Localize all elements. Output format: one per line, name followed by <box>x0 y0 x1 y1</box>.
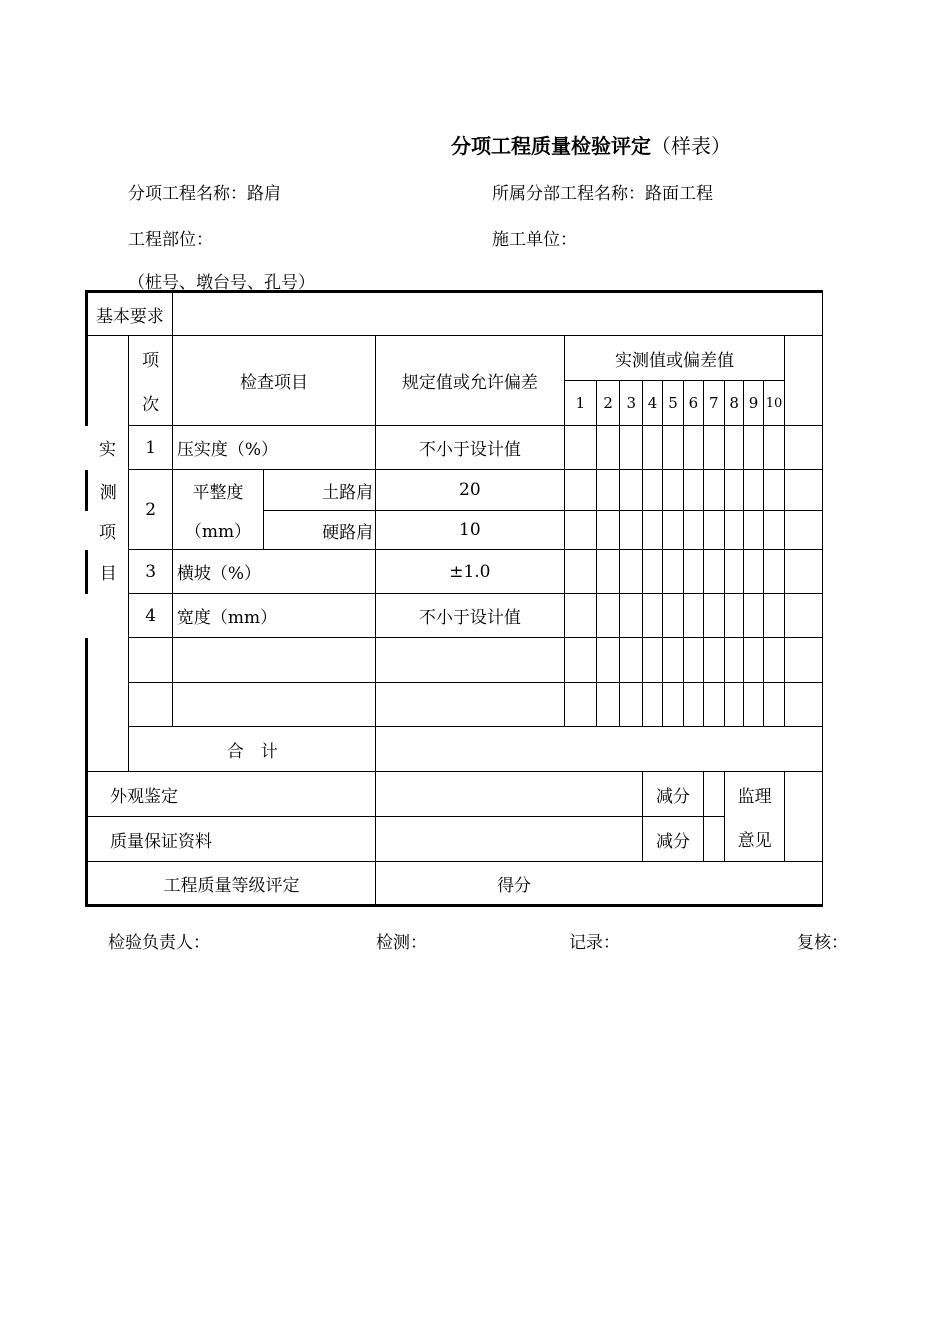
side-lower <box>87 638 129 772</box>
row-5-v6[interactable] <box>684 638 703 683</box>
total-value[interactable] <box>376 727 823 772</box>
row-3-v7[interactable] <box>703 550 724 594</box>
title-suffix: （样表） <box>651 134 731 158</box>
measured-col-9: 9 <box>744 381 763 426</box>
measured-col-5: 5 <box>662 381 683 426</box>
row-2a-v10[interactable] <box>763 470 785 511</box>
row-2-item-b: （mm） <box>172 511 263 550</box>
grade-label: 工程质量等级评定 <box>87 862 376 906</box>
row-2a-v7[interactable] <box>703 470 724 511</box>
row-5-v5[interactable] <box>662 638 683 683</box>
side-label-char-3: 项 <box>87 511 129 550</box>
row-4-v10[interactable] <box>763 594 785 638</box>
row-3-no: 3 <box>129 550 172 594</box>
row-2-spec-1: 20 <box>376 470 564 511</box>
row-3-v2[interactable] <box>597 550 620 594</box>
row-5-v10[interactable] <box>763 638 785 683</box>
deduct-value-2[interactable] <box>703 817 724 862</box>
row-6-v5[interactable] <box>662 683 683 727</box>
row-3-extra[interactable] <box>785 550 823 594</box>
row-6-v6[interactable] <box>684 683 703 727</box>
row-5-v1[interactable] <box>564 638 597 683</box>
title-main: 分项工程质量检验评定 <box>451 134 651 158</box>
row-2b-v7[interactable] <box>703 511 724 550</box>
footer-recorder: 记录： <box>569 933 620 953</box>
row-6-v1[interactable] <box>564 683 597 727</box>
row-1-v6[interactable] <box>684 426 703 470</box>
measured-col-10: 10 <box>763 381 785 426</box>
row-2-no: 2 <box>129 470 172 550</box>
row-1-v9[interactable] <box>744 426 763 470</box>
row-4-extra[interactable] <box>785 594 823 638</box>
row-4-v5[interactable] <box>662 594 683 638</box>
row-2b-v4[interactable] <box>643 511 662 550</box>
row-1-extra[interactable] <box>785 426 823 470</box>
row-2b-extra[interactable] <box>785 511 823 550</box>
row-5-v2[interactable] <box>597 638 620 683</box>
row-2b-v3[interactable] <box>620 511 643 550</box>
footer-reviewer: 复核： <box>797 933 848 953</box>
row-6-spec[interactable] <box>376 683 564 727</box>
row-2a-v1[interactable] <box>564 470 597 511</box>
row-2a-v8[interactable] <box>724 470 743 511</box>
row-3-v8[interactable] <box>724 550 743 594</box>
quality-docs-label: 质量保证资料 <box>87 817 376 862</box>
measured-col-6: 6 <box>684 381 703 426</box>
row-1-v1[interactable] <box>564 426 597 470</box>
row-4-v1[interactable] <box>564 594 597 638</box>
score-label: 得分 <box>376 862 823 906</box>
row-2b-v9[interactable] <box>744 511 763 550</box>
check-item-header: 检查项目 <box>172 336 375 426</box>
row-3-v1[interactable] <box>564 550 597 594</box>
row-1-v2[interactable] <box>597 426 620 470</box>
row-3-item: 横坡（%） <box>172 550 375 594</box>
row-2a-v9[interactable] <box>744 470 763 511</box>
subitem-name: 分项工程名称：路肩 <box>128 184 281 204</box>
row-1-item: 压实度（%） <box>172 426 375 470</box>
row-6-v10[interactable] <box>763 683 785 727</box>
row-5-extra[interactable] <box>785 638 823 683</box>
row-1-v5[interactable] <box>662 426 683 470</box>
row-2-item-a: 平整度 <box>172 470 263 511</box>
side-label-char-1: 实 <box>87 426 129 470</box>
deduct-label-2: 减分 <box>643 817 703 862</box>
inspection-table <box>85 290 823 907</box>
side-label-char-4: 目 <box>87 550 129 594</box>
row-2a-v3[interactable] <box>620 470 643 511</box>
row-5-v9[interactable] <box>744 638 763 683</box>
row-1-spec: 不小于设计值 <box>376 426 564 470</box>
measured-col-2: 2 <box>597 381 620 426</box>
basic-requirements-value[interactable] <box>172 292 822 336</box>
row-4-v8[interactable] <box>724 594 743 638</box>
row-4-item: 宽度（mm） <box>172 594 375 638</box>
division-name: 所属分部工程名称：路面工程 <box>492 184 713 204</box>
row-3-v9[interactable] <box>744 550 763 594</box>
row-2-sub-2: 硬路肩 <box>264 511 376 550</box>
row-6-v3[interactable] <box>620 683 643 727</box>
row-1-v7[interactable] <box>703 426 724 470</box>
row-6-item[interactable] <box>172 683 375 727</box>
side-label-char-2: 测 <box>87 470 129 511</box>
row-4-v6[interactable] <box>684 594 703 638</box>
side-label-top <box>87 336 129 426</box>
row-2b-v6[interactable] <box>684 511 703 550</box>
footer-tester: 检测： <box>376 933 427 953</box>
row-6-v8[interactable] <box>724 683 743 727</box>
row-2a-extra[interactable] <box>785 470 823 511</box>
row-5-no[interactable] <box>129 638 172 683</box>
total-label: 合 计 <box>129 727 376 772</box>
row-3-v6[interactable] <box>684 550 703 594</box>
row-5-v7[interactable] <box>703 638 724 683</box>
row-2-spec-2: 10 <box>376 511 564 550</box>
row-1-v4[interactable] <box>643 426 662 470</box>
item-no-header-top: 项 <box>129 336 172 381</box>
quality-docs-value[interactable] <box>376 817 643 862</box>
header-extra <box>785 336 823 381</box>
row-3-spec: ±1.0 <box>376 550 564 594</box>
row-2b-v2[interactable] <box>597 511 620 550</box>
measured-col-4: 4 <box>643 381 662 426</box>
row-1-v10[interactable] <box>763 426 785 470</box>
row-4-v4[interactable] <box>643 594 662 638</box>
row-6-v9[interactable] <box>744 683 763 727</box>
row-3-v3[interactable] <box>620 550 643 594</box>
row-6-extra[interactable] <box>785 683 823 727</box>
station-hint: （桩号、墩台号、孔号） <box>128 273 315 293</box>
row-1-v8[interactable] <box>724 426 743 470</box>
supervisor-label-b: 意见 <box>724 817 785 862</box>
row-5-v8[interactable] <box>724 638 743 683</box>
row-4-v9[interactable] <box>744 594 763 638</box>
row-2b-v5[interactable] <box>662 511 683 550</box>
spec-header: 规定值或允许偏差 <box>376 336 564 426</box>
row-1-v3[interactable] <box>620 426 643 470</box>
supervisor-value-a[interactable] <box>785 772 823 817</box>
row-5-item[interactable] <box>172 638 375 683</box>
row-6-no[interactable] <box>129 683 172 727</box>
row-4-v7[interactable] <box>703 594 724 638</box>
appearance-label: 外观鉴定 <box>87 772 376 817</box>
row-2a-v6[interactable] <box>684 470 703 511</box>
measured-col-1: 1 <box>564 381 597 426</box>
item-no-header-bottom: 次 <box>129 381 172 426</box>
contractor: 施工单位： <box>492 230 577 250</box>
row-4-spec: 不小于设计值 <box>376 594 564 638</box>
measured-header: 实测值或偏差值 <box>564 336 785 381</box>
row-4-no: 4 <box>129 594 172 638</box>
row-2a-v2[interactable] <box>597 470 620 511</box>
row-5-spec[interactable] <box>376 638 564 683</box>
row-3-v10[interactable] <box>763 550 785 594</box>
row-4-v3[interactable] <box>620 594 643 638</box>
supervisor-label-a: 监理 <box>724 772 785 817</box>
measured-col-3: 3 <box>620 381 643 426</box>
appearance-value[interactable] <box>376 772 643 817</box>
row-2b-v1[interactable] <box>564 511 597 550</box>
deduct-value-1[interactable] <box>703 772 724 817</box>
footer-inspector: 检验负责人： <box>108 933 210 953</box>
row-1-no: 1 <box>129 426 172 470</box>
row-3-v5[interactable] <box>662 550 683 594</box>
project-location: 工程部位： <box>128 230 213 250</box>
row-2b-v10[interactable] <box>763 511 785 550</box>
row-2-sub-1: 土路肩 <box>264 470 376 511</box>
row-5-v3[interactable] <box>620 638 643 683</box>
supervisor-value-b[interactable] <box>785 817 823 862</box>
header-extra-2 <box>785 381 823 426</box>
basic-requirements-label: 基本要求 <box>87 292 173 336</box>
row-2a-v5[interactable] <box>662 470 683 511</box>
measured-col-7: 7 <box>703 381 724 426</box>
row-2a-v4[interactable] <box>643 470 662 511</box>
row-2b-v8[interactable] <box>724 511 743 550</box>
side-gap <box>87 594 129 638</box>
row-6-v2[interactable] <box>597 683 620 727</box>
row-6-v7[interactable] <box>703 683 724 727</box>
measured-col-8: 8 <box>724 381 743 426</box>
row-5-v4[interactable] <box>643 638 662 683</box>
row-4-v2[interactable] <box>597 594 620 638</box>
row-6-v4[interactable] <box>643 683 662 727</box>
deduct-label-1: 减分 <box>643 772 703 817</box>
row-3-v4[interactable] <box>643 550 662 594</box>
